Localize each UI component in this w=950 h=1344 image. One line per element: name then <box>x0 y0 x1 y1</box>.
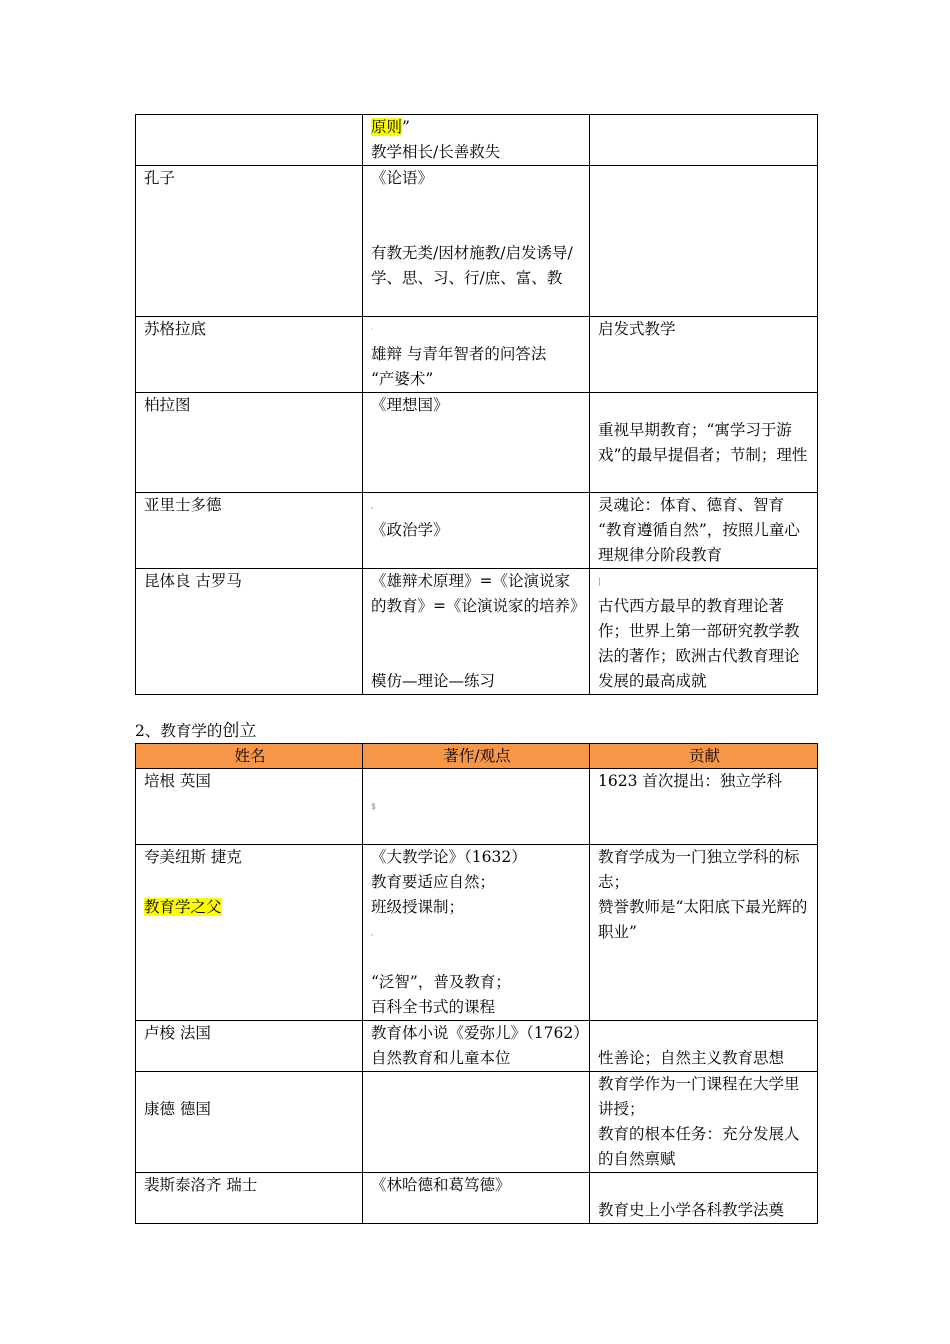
works-cell: 《林哈德和葛笃德》 <box>363 1173 590 1224</box>
contribution-cell: 1623 首次提出：独立学科 <box>590 769 818 845</box>
column-header-works: 著作/观点 <box>363 744 590 769</box>
table-row <box>136 1072 818 1173</box>
table-row <box>136 845 818 1021</box>
highlighted-title: 教育学之父 <box>144 898 222 916</box>
contribution-cell: | 古代西方最早的教育理论著作；世界上第一部研究教学教法的著作；欧洲古代教育理论发展的最高成就 <box>590 569 818 695</box>
ancient-educators-table <box>135 114 818 695</box>
name-cell: 孔子 <box>136 166 363 317</box>
works-cell <box>363 1072 590 1173</box>
stray-mark-icon: , <box>371 501 374 510</box>
name-cell: 康德 德国 <box>136 1072 363 1173</box>
pedagogy-founders-table <box>135 743 818 1224</box>
table-row <box>136 115 818 166</box>
name-cell: 培根 英国 <box>136 769 363 845</box>
contribution-cell: 教育学成为一门独立学科的标志； 赞誉教师是“太阳底下最光辉的职业” <box>590 845 818 1021</box>
name-cell <box>136 115 363 166</box>
contribution-cell: 性善论；自然主义教育思想 <box>590 1021 818 1072</box>
name-cell: 夸美纽斯 捷克 教育学之父 <box>136 845 363 1021</box>
works-cell: 《理想国》 <box>363 393 590 493</box>
contribution-cell: 教育史上小学各科教学法奠 <box>590 1173 818 1224</box>
table-row <box>136 393 818 493</box>
works-cell: 《大教学论》（1632） 教育要适应自然； 班级授课制； , “泛智”，普及教育； 百科全书式的课程 <box>363 845 590 1021</box>
table-row <box>136 769 818 845</box>
name-cell: 卢梭 法国 <box>136 1021 363 1072</box>
highlighted-text: 原则 <box>371 118 403 136</box>
contribution-cell <box>590 166 818 317</box>
works-cell <box>363 769 590 845</box>
contribution-cell <box>590 115 818 166</box>
works-cell: 原则” 教学相长/长善救失 <box>363 115 590 166</box>
table-row <box>136 1021 818 1072</box>
stray-mark-icon: · <box>371 325 374 334</box>
column-header-name: 姓名 <box>136 744 363 769</box>
stray-mark-icon: | <box>598 577 601 586</box>
stray-mark-icon: , <box>371 928 374 937</box>
works-cell: , 《政治学》 <box>363 493 590 569</box>
contribution-cell: 教育学作为一门课程在大学里讲授； 教育的根本任务：充分发展人的自然禀赋 <box>590 1072 818 1173</box>
column-header-contribution: 贡献 <box>590 744 818 769</box>
name-cell: 苏格拉底 <box>136 317 363 393</box>
table-row <box>136 317 818 393</box>
name-cell: 亚里士多德 <box>136 493 363 569</box>
name-cell: 柏拉图 <box>136 393 363 493</box>
table-row <box>136 569 818 695</box>
contribution-cell: 启发式教学 <box>590 317 818 393</box>
table-row <box>136 166 818 317</box>
works-cell: 《雄辩术原理》=《论演说家的教育》=《论演说家的培养》 模仿—理论—练习 <box>363 569 590 695</box>
table-row <box>136 493 818 569</box>
table-row <box>136 1173 818 1224</box>
name-cell: 昆体良 古罗马 <box>136 569 363 695</box>
works-cell: 教育体小说《爱弥儿》（1762） 自然教育和儿童本位 <box>363 1021 590 1072</box>
works-cell: 《论语》 有教无类/因材施教/启发诱导/学、思、习、行/庶、富、教 <box>363 166 590 317</box>
stray-mark-icon: $ <box>371 802 377 811</box>
contribution-cell: 重视早期教育；“寓学习于游戏”的最早提倡者；节制；理性 <box>590 393 818 493</box>
section-heading: 2、教育学的创立 <box>135 721 257 741</box>
contribution-cell: 灵魂论：体育、德育、智育 “教育遵循自然”，按照儿童心理规律分阶段教育 <box>590 493 818 569</box>
name-cell: 裴斯泰洛齐 瑞士 <box>136 1173 363 1224</box>
works-cell: · 雄辩 与青年智者的问答法 “产婆术” <box>363 317 590 393</box>
table-header-row <box>136 744 818 769</box>
